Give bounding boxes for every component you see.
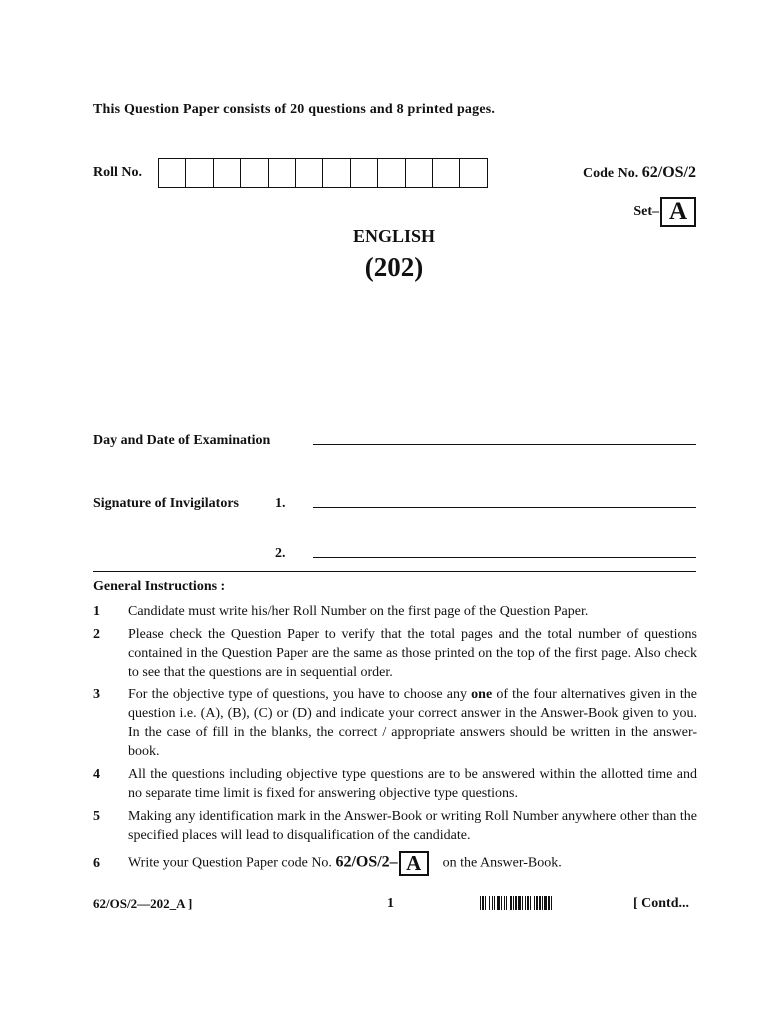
instruction-item — [93, 851, 697, 876]
roll-number-box — [268, 158, 296, 188]
instruction-text: Making any identification mark in the Answer-Book or writing Roll Number anywhere other than the specified places will lead to disqualification of the candidate. — [128, 809, 697, 843]
subject-title: ENGLISH — [352, 226, 436, 246]
paper-code-inline: 62/OS/2– — [335, 853, 398, 871]
continued-label: [ Contd... — [633, 896, 690, 911]
code-number-value: 62/OS/2 — [641, 164, 696, 181]
roll-number-box — [213, 158, 241, 188]
instructions-title: General Instructions : — [93, 579, 226, 594]
instruction-text — [128, 851, 697, 876]
instruction-text: Please check the Question Paper to verify that the total pages and the total number of questions contained in the Question Paper are the same as those printed on the top of the first page. Also check to see that the questions are in sequential order. — [128, 627, 697, 680]
instruction-text-part: For the objective type of questions, you have to choose any — [128, 687, 472, 702]
signature-number-2: 2. — [275, 546, 286, 561]
page-number: 1 — [387, 896, 394, 911]
barcode — [480, 896, 619, 910]
instruction-number: 1 — [93, 604, 100, 619]
section-divider — [93, 571, 696, 572]
set-label: Set– — [633, 204, 659, 219]
instruction-text-part: on the Answer-Book. — [442, 855, 562, 871]
code-number — [583, 164, 696, 182]
signature-number-1: 1. — [275, 496, 286, 511]
instruction-emphasis: one — [471, 687, 493, 702]
roll-number-box — [295, 158, 323, 188]
roll-number-box — [432, 158, 460, 188]
roll-number-box — [158, 158, 186, 188]
barcode-bar — [552, 896, 554, 910]
instruction-text — [128, 685, 697, 761]
instruction-number: 6 — [93, 856, 100, 871]
set-box-inline: A — [399, 851, 429, 876]
signature-label: Signature of Invigilators — [93, 496, 239, 511]
set-value-box: A — [660, 197, 696, 227]
instruction-text: Candidate must write his/her Roll Number on the first page of the Question Paper. — [128, 604, 589, 619]
instruction-number: 2 — [93, 627, 100, 642]
roll-number-box — [377, 158, 405, 188]
instruction-item — [93, 625, 697, 682]
instruction-text-part: of the four alternatives given in the question i.e. (A), (B), (C) or (D) and indicate your correct answer in the Answer-Book given to you. In the case of fill in the blanks, the correct / appropriate answers should be written in the answer-book. — [128, 687, 697, 759]
instruction-number: 4 — [93, 767, 100, 782]
roll-number-box — [322, 158, 350, 188]
roll-number-box — [405, 158, 433, 188]
signature-line-1 — [313, 507, 696, 508]
subject-code: (202) — [364, 252, 424, 282]
instruction-number: 5 — [93, 809, 100, 824]
instruction-item — [93, 807, 697, 845]
roll-number-box — [240, 158, 268, 188]
footer-paper-code: 62/OS/2—202_A ] — [93, 896, 193, 911]
roll-number-box — [459, 158, 487, 188]
roll-number-label: Roll No. — [93, 165, 142, 180]
set-indicator — [633, 197, 696, 227]
instruction-item — [93, 685, 697, 761]
roll-number-box — [185, 158, 213, 188]
instruction-number: 3 — [93, 687, 100, 702]
instruction-item — [93, 765, 697, 803]
paper-info-line: This Question Paper consists of 20 questions and 8 printed pages. — [93, 102, 496, 117]
instruction-text-part: Write your Question Paper code No. — [128, 855, 336, 871]
instruction-item — [93, 602, 697, 621]
day-date-line — [313, 444, 696, 445]
signature-line-2 — [313, 557, 696, 558]
day-date-label: Day and Date of Examination — [93, 433, 271, 448]
roll-number-boxes — [158, 158, 488, 188]
code-number-label: Code No. — [583, 166, 639, 181]
roll-number-box — [350, 158, 378, 188]
instruction-text: All the questions including objective type questions are to be answered within the allotted time and no separate time limit is fixed for answering objective type questions. — [128, 767, 697, 801]
